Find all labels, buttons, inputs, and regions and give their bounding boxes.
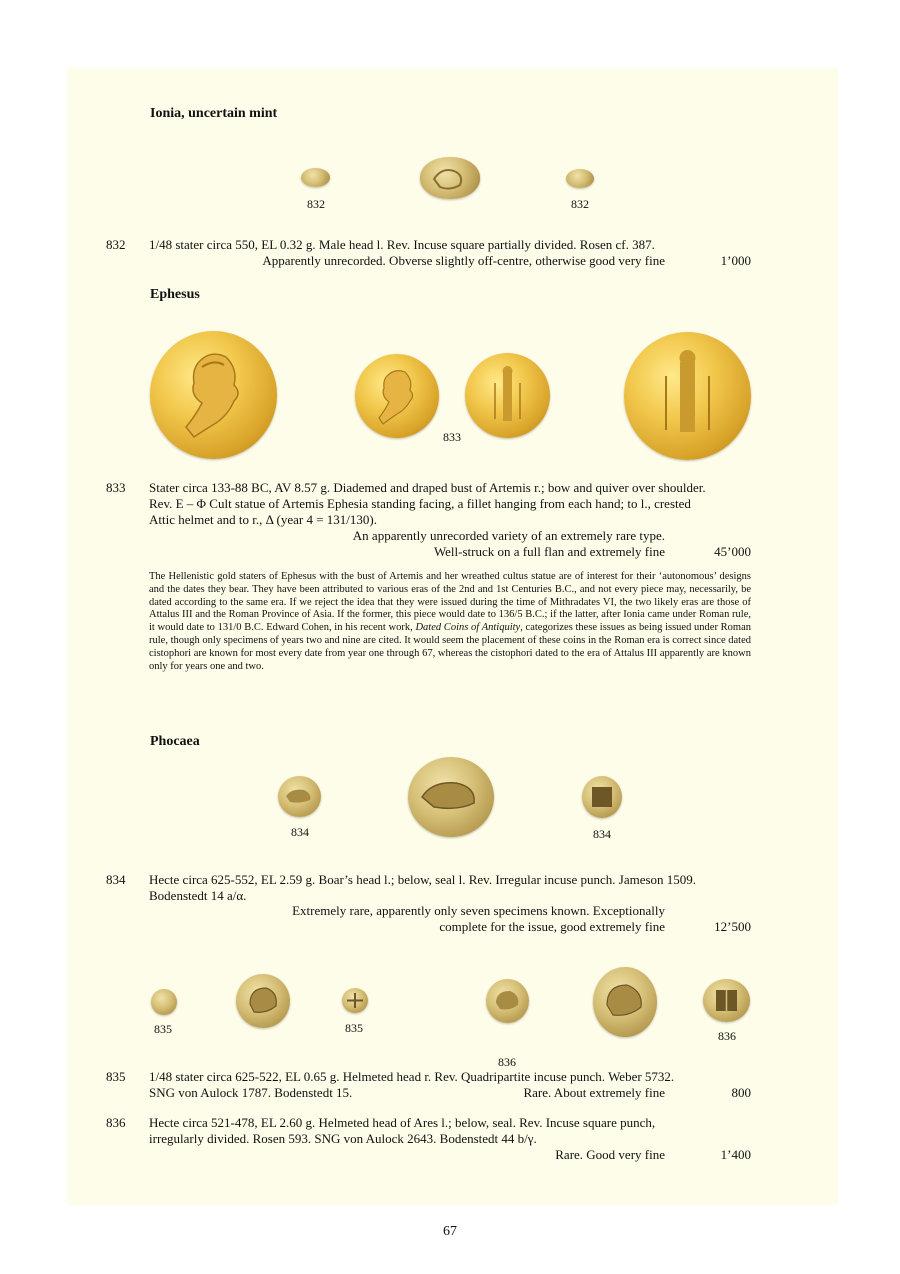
caption-835-reverse: 835	[345, 1021, 363, 1035]
lot-number-835: 835	[106, 1069, 126, 1084]
lot-835-description-line2: SNG von Aulock 1787. Bodenstedt 15.	[149, 1085, 353, 1100]
coin-836-reverse-image	[703, 979, 750, 1022]
caption-834-obverse: 834	[291, 825, 309, 839]
section-title-ephesus: Ephesus	[150, 287, 200, 302]
lot-834-description-line2: Bodenstedt 14 a/α.	[149, 888, 247, 903]
coin-834-obverse-image	[278, 776, 321, 817]
lot-835-price: 800	[731, 1085, 751, 1100]
coin-833-reverse-image	[465, 353, 550, 438]
coin-833-reverse-enlarged-image	[624, 332, 751, 460]
lot-832-price: 1’000	[720, 253, 751, 268]
caption-832-reverse: 832	[571, 197, 589, 211]
lot-833-condition-line1: An apparently unrecorded variety of an extremely rare type.	[352, 528, 665, 543]
lot-832-description: 1/48 stater circa 550, EL 0.32 g. Male head l. Rev. Incuse square partially divided. Rosen cf. 387.	[149, 237, 655, 252]
lot-836-condition: Rare. Good very fine	[555, 1147, 665, 1162]
lot-834-price: 12’500	[714, 919, 751, 934]
lot-836-price: 1’400	[720, 1147, 751, 1162]
lot-number-834: 834	[106, 872, 126, 887]
lot-832-condition: Apparently unrecorded. Obverse slightly off-centre, otherwise good very fine	[262, 253, 665, 268]
coin-832-obverse-enlarged-image	[420, 157, 480, 199]
lot-number-836: 836	[106, 1115, 126, 1130]
lot-833-description-line2: Rev. E – Φ Cult statue of Artemis Ephesia standing facing, a fillet hanging from each hand; to l., crested	[149, 496, 691, 511]
coin-833-obverse-enlarged-image	[150, 331, 277, 459]
coin-832-obverse-image	[301, 168, 330, 187]
section-title-ionia: Ionia, uncertain mint	[150, 106, 278, 121]
lot-833-condition-line2: Well-struck on a full flan and extremely fine	[433, 544, 665, 559]
caption-832-obverse: 832	[307, 197, 325, 211]
coin-833-obverse-image	[355, 354, 439, 438]
lot-number-832: 832	[106, 237, 126, 252]
lot-833-description-line3: Attic helmet and to r., Δ (year 4 = 131/130).	[149, 512, 377, 527]
lot-834-description-line1: Hecte circa 625-552, EL 2.59 g. Boar’s head l.; below, seal l. Rev. Irregular incuse punch. Jameson 1509.	[149, 872, 697, 887]
lot-833-description-line1: Stater circa 133-88 BC, AV 8.57 g. Diademed and draped bust of Artemis r.; bow and quiver over shoulder.	[149, 480, 706, 495]
lot-836-description-line2: irregularly divided. Rosen 593. SNG von Aulock 2643. Bodenstedt 44 b/γ.	[149, 1131, 537, 1146]
coin-835-reverse-image	[342, 988, 368, 1013]
lot-836-description-line1: Hecte circa 521-478, EL 2.60 g. Helmeted head of Ares l.; below, seal. Rev. Incuse square punch,	[149, 1115, 656, 1130]
lot-834-condition-line1: Extremely rare, apparently only seven specimens known. Exceptionally	[292, 903, 665, 918]
caption-834-reverse: 834	[593, 827, 611, 841]
coin-834-obverse-enlarged-image	[408, 757, 494, 837]
coin-832-reverse-image	[566, 169, 594, 188]
caption-833: 833	[443, 430, 461, 444]
caption-836-obverse: 836	[498, 1055, 516, 1069]
coin-835-obverse-image	[151, 989, 177, 1015]
coin-836-obverse-image	[486, 979, 529, 1023]
coin-836-obverse-enlarged-image	[593, 967, 657, 1037]
lot-833-price: 45’000	[714, 544, 751, 559]
section-title-phocaea: Phocaea	[150, 734, 200, 749]
lot-833-note-book-title: Dated Coins of Antiquity	[415, 622, 521, 634]
caption-836-reverse: 836	[718, 1029, 736, 1043]
caption-835-obverse: 835	[154, 1022, 172, 1036]
coin-834-reverse-image	[582, 776, 622, 818]
lot-833-note-text-a: The Hellenistic gold staters of Ephesus with the bust of Artemis and her wreathed cultus statue are of interest for their ‘autonomous’ designs and the dates they bear. They have been attributed to various eras of the 2nd and 1st Centuries B.C., and not every piece may, necessarily, be dated according to the same era. If we reject the idea that they were issued during the time of Mithradates VI, the two likely eras are those of Attalus III and the Roman Province of Asia. If the former, this piece would date to 136/5 B.C.; if the latter, after Ionia came under Roman rule, it would date to 131/0 B.C. Edward Cohen, in his recent work,	[149, 571, 751, 634]
lot-833-note-text-b: , categorizes these issues as being issued under Roman rule, though only specimens of years two and nine are cited. It would seem the placement of these coins in the Roman era is correct since dated cistophori are known for most every date from year one through 67, whereas the cistophori dated to the era of Attalus III apparently are known only for years one and two.	[149, 622, 751, 672]
lot-835-description-line1: 1/48 stater circa 625-522, EL 0.65 g. Helmeted head r. Rev. Quadripartite incuse punch. Weber 5732.	[149, 1069, 675, 1084]
lot-number-833: 833	[106, 480, 126, 495]
coin-835-obverse-enlarged-image	[236, 974, 290, 1028]
lot-834-condition-line2: complete for the issue, good extremely fine	[439, 919, 665, 934]
page-number: 67	[443, 1224, 457, 1239]
lot-835-condition: Rare. About extremely fine	[523, 1085, 665, 1100]
lot-833-note	[149, 571, 751, 673]
